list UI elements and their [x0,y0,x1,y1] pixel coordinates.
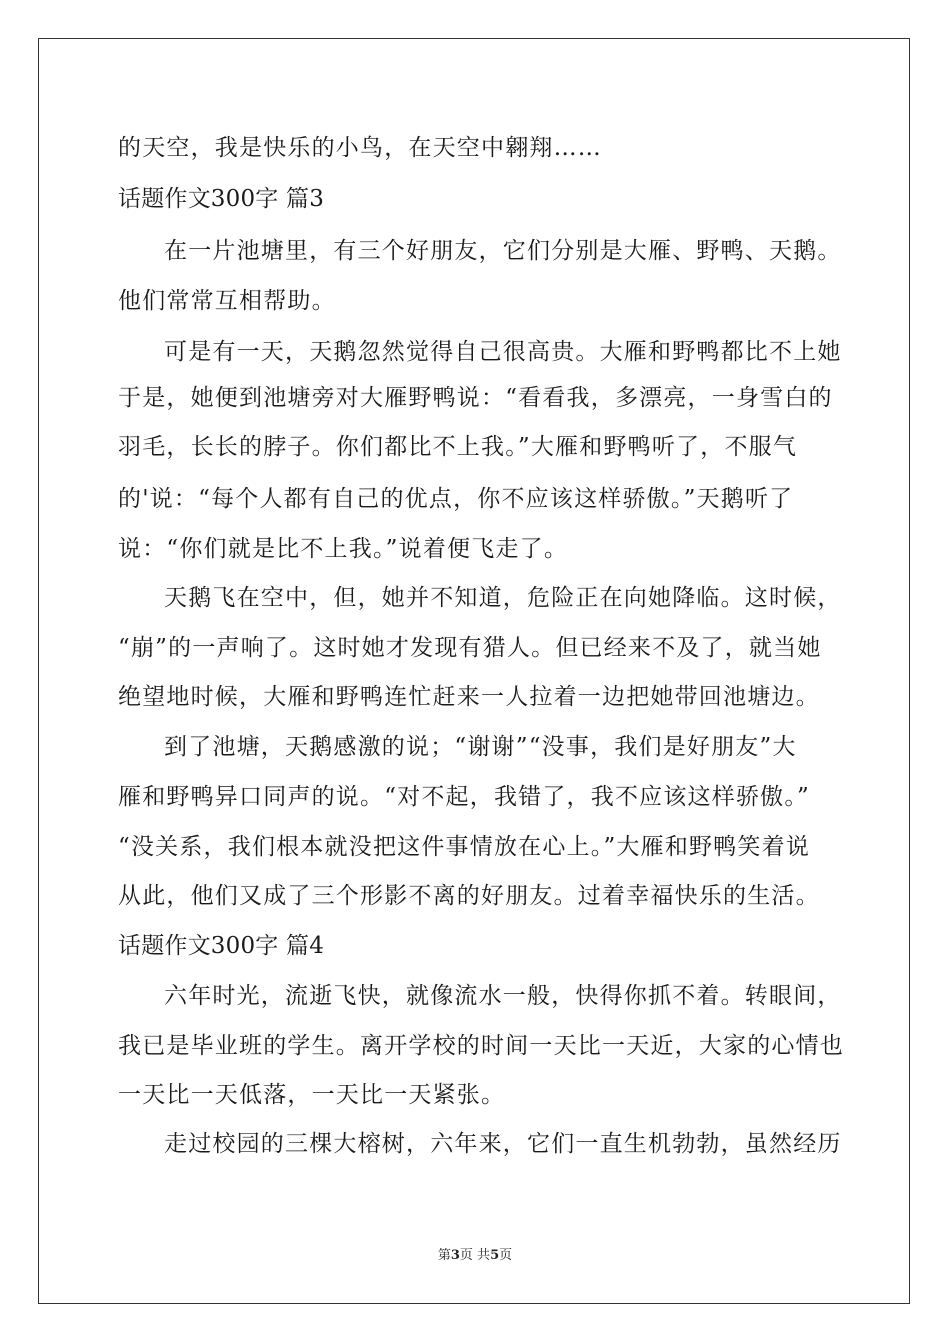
footer-suffix: 页 [499,1248,513,1263]
text-line: 的天空，我是快乐的小鸟，在天空中翱翔…… [118,135,602,161]
page-footer [0,1248,950,1264]
text-line: “崩”的一声响了。这时她才发现有猎人。但已经来不及了，就当她 [118,635,822,661]
paragraph-first-line: 到了池塘，天鹅感激的说；“谢谢”“没事，我们是好朋友”大 [164,734,797,760]
text-line: “没关系，我们根本就没把这件事情放在心上。”大雁和野鸭笑着说 [118,834,811,860]
text-line: 一天比一天低落，一天比一天紧张。 [118,1082,506,1108]
paragraph-first-line: 走过校园的三棵大榕树，六年来，它们一直生机勃勃，虽然经历 [164,1131,842,1157]
paragraph-first-line: 六年时光，流逝飞快，就像流水一般，快得你抓不着。转眼间， [164,983,842,1009]
text-line: 我已是毕业班的学生。离开学校的时间一天比一天近，大家的心情也 [118,1033,844,1059]
text-line: 雁和野鸭异口同声的说。“对不起，我错了，我不应该这样骄傲。” [118,784,811,810]
text-line: 说：“你们就是比不上我。”说着便飞走了。 [118,536,569,562]
text-line: 于是，她便到池塘旁对大雁野鸭说：“看看我，多漂亮，一身雪白的 [118,385,833,411]
footer-middle: 页 共 [459,1248,491,1263]
text-line: 的'说：“每个人都有自己的优点，你不应该这样骄傲。”天鹅听了 [118,486,794,512]
section-heading: 话题作文300字 篇3 [118,186,325,212]
text-line: 他们常常互相帮助。 [118,288,336,314]
text-line: 羽毛，长长的脖子。你们都比不上我。”大雁和野鸭听了，不服气 [118,434,798,460]
total-pages-number: 5 [490,1248,500,1263]
paragraph-first-line: 在一片池塘里，有三个好朋友，它们分别是大雁、野鸭、天鹅。 [164,238,842,264]
paragraph-first-line: 天鹅飞在空中，但，她并不知道，危险正在向她降临。这时候， [164,585,842,611]
footer-prefix: 第 [437,1248,451,1263]
page-border [38,38,910,1304]
paragraph-first-line: 可是有一天，天鹅忽然觉得自己很高贵。大雁和野鸭都比不上她 [164,339,842,365]
section-heading: 话题作文300字 篇4 [118,933,325,959]
text-line: 绝望地时候，大雁和野鸭连忙赶来一人拉着一边把她带回池塘边。 [118,684,820,710]
current-page-number: 3 [450,1248,460,1263]
text-line: 从此，他们又成了三个形影不离的好朋友。过着幸福快乐的生活。 [118,883,820,909]
